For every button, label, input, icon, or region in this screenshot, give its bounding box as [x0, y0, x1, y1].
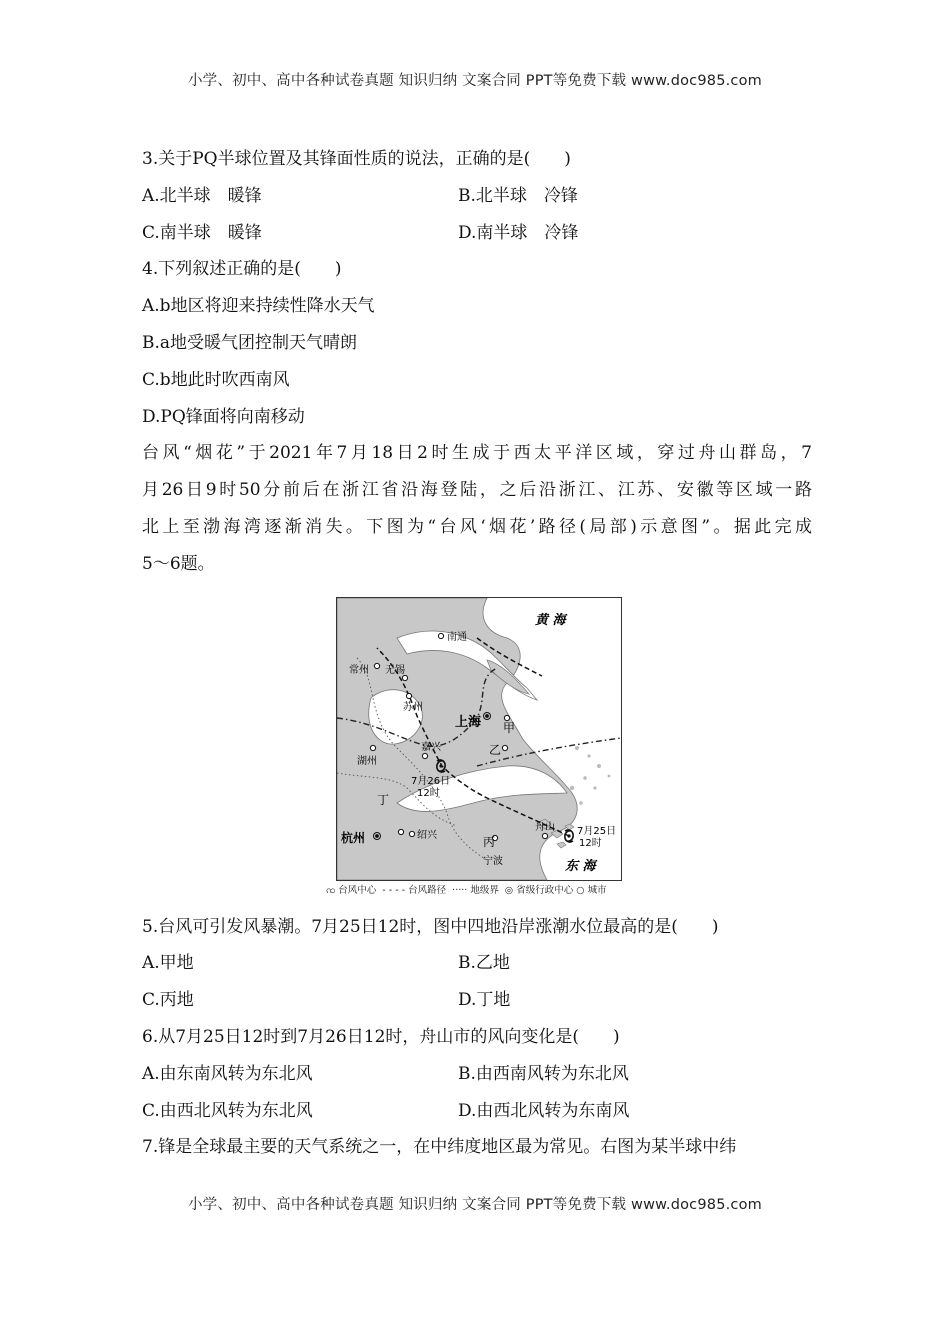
- legend-capital-symbol: ◎: [501, 884, 514, 896]
- q6-options-row-1: [142, 1056, 812, 1093]
- legend-capital: 省级行政中心: [516, 884, 574, 896]
- legend-boundary: 地级界: [470, 884, 499, 896]
- label-ding: 丁: [377, 792, 390, 807]
- label-time-0725-date: 7月25日: [577, 825, 617, 837]
- q3-option-c: C.南半球 暖锋: [142, 222, 262, 243]
- q3-option-d: D.南半球 冷锋: [458, 222, 579, 243]
- label-zhoushan: 舟山: [535, 821, 555, 833]
- label-changzhou: 常州: [349, 664, 369, 676]
- q6-options-row-2: [142, 1093, 812, 1130]
- legend-city-symbol: ○: [576, 884, 585, 896]
- sea-label-east: 东 海: [565, 858, 596, 874]
- sea-label-yellow: 黄 海: [535, 612, 566, 628]
- intro-line-2: 月26日9时50分前后在浙江省沿海登陆，之后沿浙江、江苏、安徽等区域一路: [142, 480, 812, 501]
- header-banner: 小学、初中、高中各种试卷真题 知识归纳 文案合同 PPT等免费下载 www.doc985.com: [187, 73, 763, 89]
- intro-line-3: 北上至渤海湾逐渐消失。下图为“台风‘烟花’路径(局部)示意图”。据此完成: [142, 516, 812, 537]
- q5-option-b: B.乙地: [458, 953, 510, 974]
- q6-option-c: C.由西北风转为东北风: [142, 1100, 313, 1121]
- q3-stem: 3.关于PQ半球位置及其锋面性质的说法，正确的是( ): [142, 149, 571, 169]
- q3-options-row-1: [142, 178, 812, 215]
- label-jia: 甲: [503, 720, 516, 735]
- q5-option-d: D.丁地: [458, 990, 511, 1011]
- typhoon-center-icon: [565, 830, 573, 842]
- label-bing: 丙: [483, 834, 496, 849]
- map-legend: [326, 882, 646, 898]
- q5-options-row-1: [142, 945, 812, 982]
- legend-city: 城市: [587, 884, 607, 896]
- typhoon-center-legend-icon: ꩡ: [326, 884, 336, 896]
- label-jiaxing: 嘉兴: [421, 741, 441, 753]
- label-yi: 乙: [489, 742, 502, 757]
- intro-line-1: 台风“烟花”于2021年7月18日2时生成于西太平洋区域，穿过舟山群岛，7: [142, 443, 812, 464]
- q4-option-c: C.b地此时吹西南风: [142, 369, 290, 390]
- legend-boundary-symbol: ·····: [449, 884, 468, 896]
- q3-option-a: A.北半球 暖锋: [142, 185, 262, 206]
- typhoon-path-figure: [326, 597, 626, 899]
- label-wuxi: 无锡: [385, 664, 405, 676]
- q6-option-a: A.由东南风转为东北风: [142, 1063, 313, 1084]
- label-time-0726-hour: 12时: [417, 787, 440, 799]
- label-ningbo: 宁波: [483, 855, 503, 867]
- label-suzhou: 苏州: [403, 701, 423, 713]
- legend-path-symbol: - - - -: [379, 884, 406, 896]
- q5-stem: 5.台风可引发风暴潮。7月25日12时，图中四地沿岸涨潮水位最高的是( ): [142, 916, 719, 937]
- q4-option-a: A.b地区将迎来持续性降水天气: [142, 296, 375, 317]
- q6-stem: 6.从7月25日12时到7月26日12时，舟山市的风向变化是( ): [142, 1026, 620, 1047]
- label-nantong: 南通: [447, 631, 467, 643]
- q5-option-a: A.甲地: [142, 953, 194, 974]
- q3-options-row-2: [142, 215, 812, 252]
- q6-option-d: D.由西北风转为东南风: [458, 1100, 630, 1121]
- typhoon-intro-paragraph: [142, 435, 812, 582]
- document-body: [142, 141, 812, 1166]
- label-hangzhou: 杭州: [341, 830, 366, 845]
- footer-banner: 小学、初中、高中各种试卷真题 知识归纳 文案合同 PPT等免费下载 www.doc985.com: [187, 1197, 763, 1213]
- intro-line-4: 5～6题。: [142, 553, 215, 574]
- label-shaoxing: 绍兴: [417, 829, 437, 841]
- typhoon-map: [336, 597, 622, 881]
- label-shanghai: 上海: [455, 714, 482, 730]
- q4-option-d: D.PQ锋面将向南移动: [142, 406, 305, 427]
- label-huzhou: 湖州: [357, 755, 377, 767]
- legend-path: 台风路径: [408, 884, 447, 896]
- q5-options-row-2: [142, 982, 812, 1019]
- q6-option-b: B.由西南风转为东北风: [458, 1063, 629, 1084]
- q4-stem: 4.下列叙述正确的是( ): [142, 259, 342, 280]
- label-time-0725-hour: 12时: [579, 837, 602, 849]
- offshore-islands: [570, 746, 611, 805]
- label-time-0726-date: 7月26日: [411, 775, 451, 787]
- q4-option-b: B.a地受暖气团控制天气晴朗: [142, 332, 358, 353]
- q3-option-b: B.北半球 冷锋: [458, 185, 578, 206]
- q7-stem: 7.锋是全球最主要的天气系统之一，在中纬度地区最为常见。右图为某半球中纬: [142, 1137, 737, 1158]
- legend-center: 台风中心: [338, 884, 377, 896]
- q5-option-c: C.丙地: [142, 990, 194, 1011]
